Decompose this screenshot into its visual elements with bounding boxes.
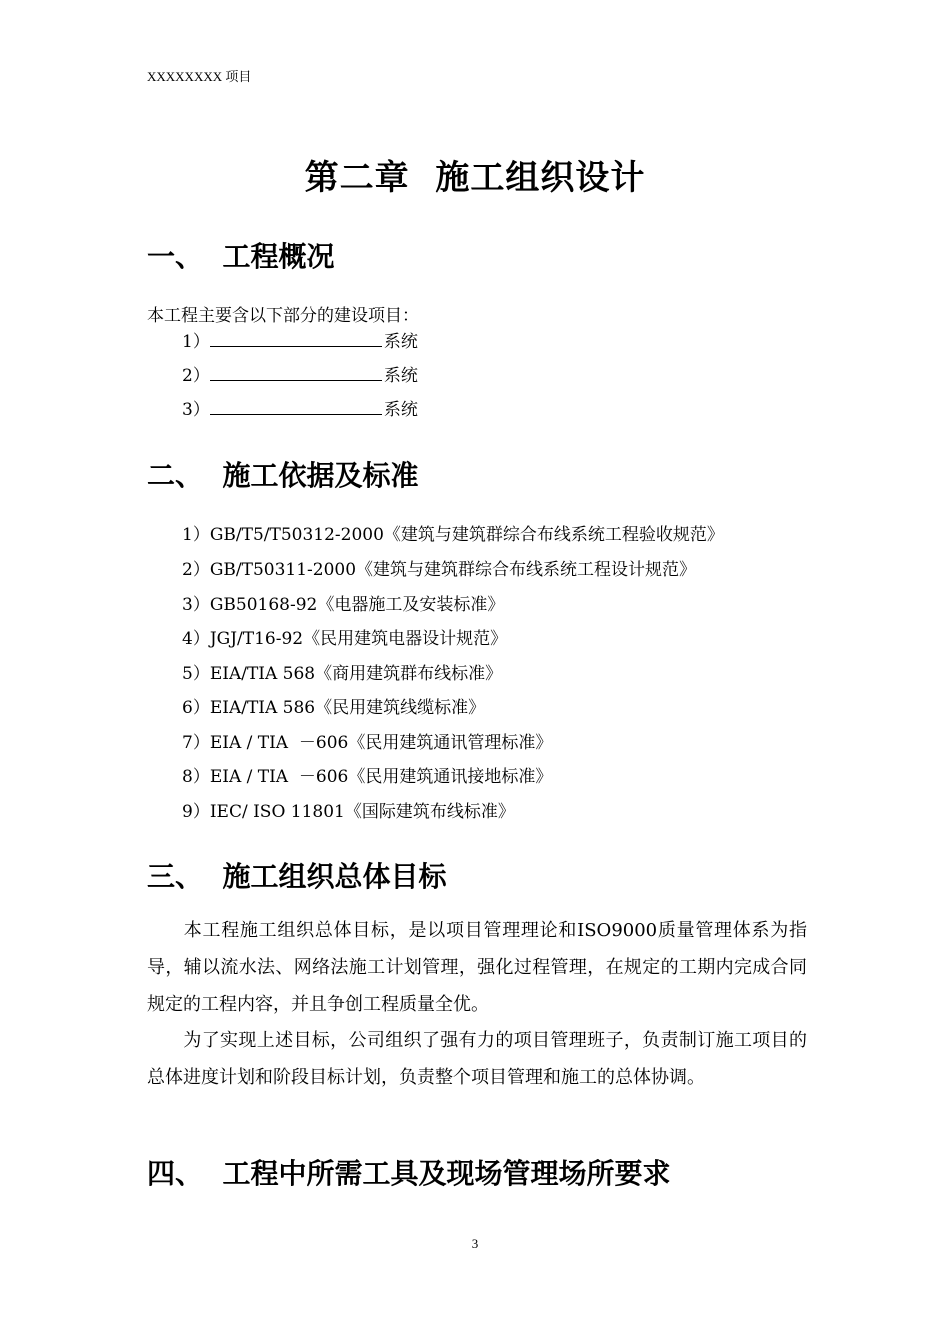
section-heading-overview: 一、 工程概况 (147, 240, 335, 273)
section-heading-tools: 四、 工程中所需工具及现场管理场所要求 (147, 1157, 671, 1190)
overview-item (182, 395, 418, 420)
item-number: 2） (182, 366, 210, 386)
standard-item: 2）GB/T50311-2000《建筑与建筑群综合布线系统工程设计规范》 (182, 560, 697, 580)
standard-item: 6）EIA/TIA 586《民用建筑线缆标准》 (182, 698, 486, 718)
chapter-title: 第二章 施工组织设计 (304, 158, 646, 198)
standard-item: 9）IEC/ ISO 11801《国际建筑布线标准》 (182, 802, 515, 822)
goals-paragraph-text: 本工程施工组织总体目标，是以项目管理理论和ISO9000质量管理体系为指导，辅以流水法、网络法施工计划管理，强化过程管理，在规定的工期内完成合同规定的工程内容，并且争创工程质量全优。 (147, 920, 807, 1015)
goals-paragraph-text: 为了实现上述目标，公司组织了强有力的项目管理班子，负责制订施工项目的总体进度计划和阶段目标计划，负责整个项目管理和施工的总体协调。 (147, 1030, 807, 1088)
goals-paragraph (147, 912, 807, 1023)
page-number: 3 (471, 1236, 479, 1251)
goals-paragraph (147, 1022, 807, 1096)
item-suffix: 系统 (383, 366, 418, 386)
item-suffix: 系统 (383, 332, 418, 352)
page-header: XXXXXXXX 项目 (147, 69, 252, 84)
blank-line (210, 363, 382, 381)
item-number: 1） (182, 332, 210, 352)
overview-item (182, 361, 418, 386)
item-suffix: 系统 (383, 400, 418, 420)
overview-intro: 本工程主要含以下部分的建设项目： (147, 306, 419, 326)
section-heading-goals: 三、 施工组织总体目标 (147, 860, 447, 893)
standard-item: 3）GB50168-92《电器施工及安装标准》 (182, 595, 505, 615)
standard-item: 7）EIA / TIA －606《民用建筑通讯管理标准》 (182, 733, 553, 753)
standard-item: 5）EIA/TIA 568《商用建筑群布线标准》 (182, 664, 503, 684)
standard-item: 4）JGJ/T16-92《民用建筑电器设计规范》 (182, 629, 508, 649)
standard-item: 1）GB/T5/T50312-2000《建筑与建筑群综合布线系统工程验收规范》 (182, 525, 724, 545)
overview-item (182, 327, 418, 352)
blank-line (210, 329, 382, 347)
blank-line (210, 397, 382, 415)
item-number: 3） (182, 400, 210, 420)
standard-item: 8）EIA / TIA －606《民用建筑通讯接地标准》 (182, 767, 553, 787)
section-heading-standards: 二、 施工依据及标准 (147, 459, 419, 492)
